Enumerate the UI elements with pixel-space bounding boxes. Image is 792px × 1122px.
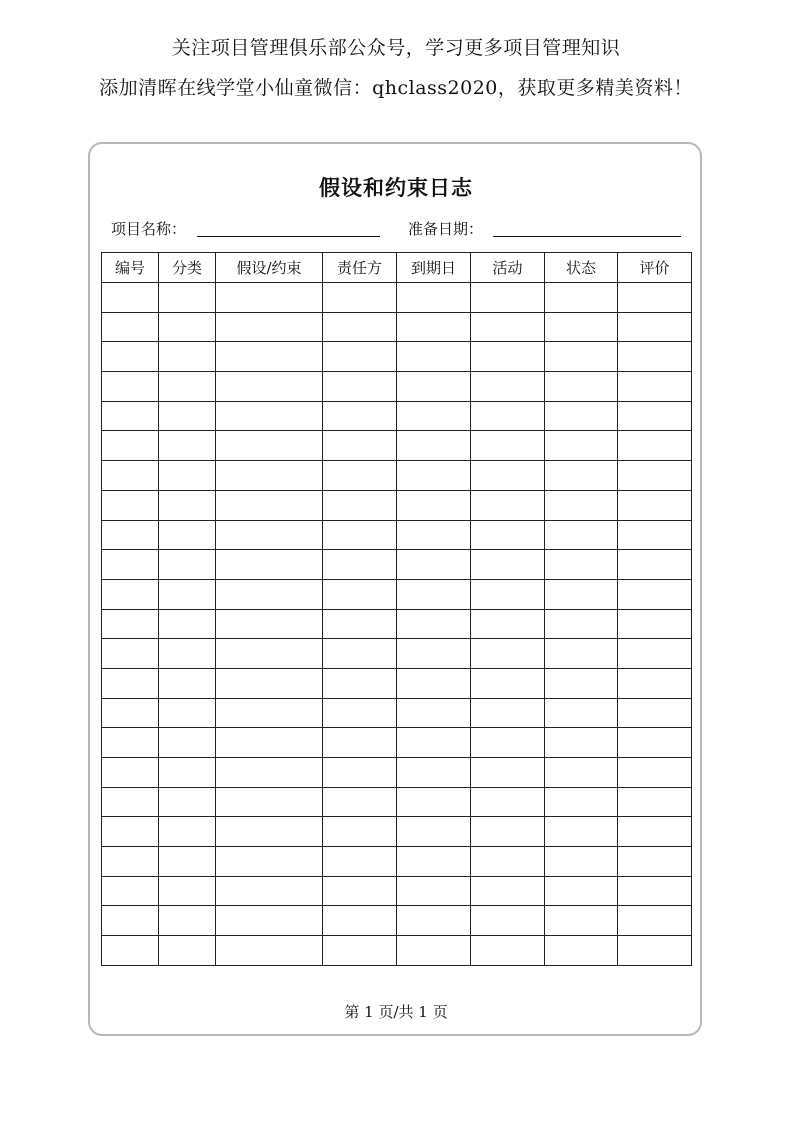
- table-cell[interactable]: [216, 609, 323, 639]
- table-row: [102, 372, 692, 402]
- table-cell[interactable]: [471, 461, 545, 491]
- project-name-label: 项目名称：: [111, 220, 187, 238]
- table-cell[interactable]: [323, 639, 397, 669]
- table-cell[interactable]: [545, 490, 618, 520]
- table-cell[interactable]: [323, 431, 397, 461]
- table-cell[interactable]: [323, 847, 397, 877]
- table-row: [102, 461, 692, 491]
- table-cell[interactable]: [545, 668, 618, 698]
- table-cell[interactable]: [159, 401, 216, 431]
- table-cell[interactable]: [545, 520, 618, 550]
- table-cell[interactable]: [397, 312, 471, 342]
- table-cell[interactable]: [471, 847, 545, 877]
- column-header: 到期日: [397, 253, 471, 283]
- table-cell[interactable]: [102, 817, 159, 847]
- table-cell[interactable]: [618, 876, 692, 906]
- table-cell[interactable]: [216, 520, 323, 550]
- table-cell[interactable]: [471, 639, 545, 669]
- table-cell[interactable]: [471, 936, 545, 966]
- table-cell[interactable]: [545, 876, 618, 906]
- table-cell[interactable]: [545, 639, 618, 669]
- table-cell[interactable]: [618, 609, 692, 639]
- table-cell[interactable]: [545, 283, 618, 313]
- table-row: [102, 520, 692, 550]
- table-row: [102, 787, 692, 817]
- table-row: [102, 431, 692, 461]
- table-cell[interactable]: [323, 936, 397, 966]
- table-cell[interactable]: [618, 817, 692, 847]
- project-name-field: [111, 218, 186, 239]
- table-cell[interactable]: [545, 372, 618, 402]
- table-cell[interactable]: [102, 579, 159, 609]
- column-header: 责任方: [323, 253, 397, 283]
- table-cell[interactable]: [102, 342, 159, 372]
- table-cell[interactable]: [159, 698, 216, 728]
- table-cell[interactable]: [159, 906, 216, 936]
- table-cell[interactable]: [397, 550, 471, 580]
- table-cell[interactable]: [323, 342, 397, 372]
- prep-date-input-line[interactable]: [493, 236, 681, 237]
- table-cell[interactable]: [323, 283, 397, 313]
- table-row: [102, 698, 692, 728]
- column-header: 分类: [159, 253, 216, 283]
- table-row: [102, 283, 692, 313]
- table-cell[interactable]: [102, 698, 159, 728]
- table-cell[interactable]: [545, 461, 618, 491]
- table-cell[interactable]: [323, 520, 397, 550]
- table-cell[interactable]: [323, 609, 397, 639]
- table-cell[interactable]: [159, 609, 216, 639]
- table-cell[interactable]: [618, 906, 692, 936]
- table-cell[interactable]: [471, 283, 545, 313]
- project-name-input-line[interactable]: [197, 236, 380, 237]
- table-cell[interactable]: [323, 372, 397, 402]
- table-cell[interactable]: [397, 787, 471, 817]
- table-cell[interactable]: [545, 579, 618, 609]
- table-cell[interactable]: [102, 906, 159, 936]
- table-cell[interactable]: [323, 758, 397, 788]
- table-cell[interactable]: [216, 847, 323, 877]
- table-cell[interactable]: [618, 579, 692, 609]
- table-cell[interactable]: [323, 906, 397, 936]
- table-cell[interactable]: [471, 609, 545, 639]
- table-row: [102, 758, 692, 788]
- table-cell[interactable]: [545, 758, 618, 788]
- table-header-row: [102, 253, 692, 283]
- table-cell[interactable]: [102, 728, 159, 758]
- table-cell[interactable]: [471, 787, 545, 817]
- table-cell[interactable]: [397, 906, 471, 936]
- table-cell[interactable]: [159, 283, 216, 313]
- table-cell[interactable]: [323, 490, 397, 520]
- table-cell[interactable]: [159, 639, 216, 669]
- column-header: 状态: [545, 253, 618, 283]
- table-cell[interactable]: [323, 787, 397, 817]
- table-cell[interactable]: [471, 372, 545, 402]
- table-cell[interactable]: [216, 906, 323, 936]
- table-cell[interactable]: [102, 431, 159, 461]
- table-cell[interactable]: [159, 936, 216, 966]
- table-cell[interactable]: [216, 639, 323, 669]
- table-row: [102, 401, 692, 431]
- table-cell[interactable]: [159, 520, 216, 550]
- table-cell[interactable]: [216, 936, 323, 966]
- table-cell[interactable]: [397, 401, 471, 431]
- table-cell[interactable]: [397, 520, 471, 550]
- table-cell[interactable]: [216, 698, 323, 728]
- table-cell[interactable]: [102, 401, 159, 431]
- table-row: [102, 550, 692, 580]
- table-cell[interactable]: [545, 817, 618, 847]
- table-cell[interactable]: [471, 401, 545, 431]
- table-cell[interactable]: [545, 401, 618, 431]
- table-cell[interactable]: [545, 342, 618, 372]
- column-header: 编号: [102, 253, 159, 283]
- table-cell[interactable]: [618, 490, 692, 520]
- table-cell[interactable]: [102, 461, 159, 491]
- table-cell[interactable]: [216, 431, 323, 461]
- table-cell[interactable]: [216, 490, 323, 520]
- table-cell[interactable]: [102, 668, 159, 698]
- table-cell[interactable]: [323, 728, 397, 758]
- table-row: [102, 609, 692, 639]
- table-cell[interactable]: [323, 876, 397, 906]
- table-cell[interactable]: [397, 639, 471, 669]
- table-row: [102, 728, 692, 758]
- table-row: [102, 490, 692, 520]
- table-cell[interactable]: [618, 936, 692, 966]
- table-cell[interactable]: [545, 312, 618, 342]
- column-header: 假设/约束: [216, 253, 323, 283]
- table-cell[interactable]: [397, 758, 471, 788]
- prep-date-label: 准备日期：: [408, 220, 484, 238]
- table-row: [102, 579, 692, 609]
- table-cell[interactable]: [216, 758, 323, 788]
- table-row: [102, 342, 692, 372]
- table-body: [102, 283, 692, 966]
- table-cell[interactable]: [397, 372, 471, 402]
- table-cell[interactable]: [159, 758, 216, 788]
- table-cell[interactable]: [397, 876, 471, 906]
- table-cell[interactable]: [471, 342, 545, 372]
- table-cell[interactable]: [102, 847, 159, 877]
- table-cell[interactable]: [471, 728, 545, 758]
- table-cell[interactable]: [471, 312, 545, 342]
- table-cell[interactable]: [159, 431, 216, 461]
- table-cell[interactable]: [471, 668, 545, 698]
- table-cell[interactable]: [159, 728, 216, 758]
- table-cell[interactable]: [471, 550, 545, 580]
- table-cell[interactable]: [618, 372, 692, 402]
- table-cell[interactable]: [397, 461, 471, 491]
- table-cell[interactable]: [545, 787, 618, 817]
- table-cell[interactable]: [545, 936, 618, 966]
- table-cell[interactable]: [159, 876, 216, 906]
- page-title: 假设和约束日志: [319, 176, 473, 200]
- table-cell[interactable]: [545, 698, 618, 728]
- table-cell[interactable]: [159, 342, 216, 372]
- table-cell[interactable]: [545, 550, 618, 580]
- table-cell[interactable]: [216, 372, 323, 402]
- table-cell[interactable]: [471, 817, 545, 847]
- column-header: 评价: [618, 253, 692, 283]
- table-cell[interactable]: [323, 461, 397, 491]
- promo-line-2: 添加清晖在线学堂小仙童微信：qhclass2020，获取更多精美资料！: [99, 77, 693, 99]
- table-cell[interactable]: [545, 431, 618, 461]
- table-cell[interactable]: [159, 847, 216, 877]
- table-cell[interactable]: [545, 847, 618, 877]
- table-cell[interactable]: [323, 817, 397, 847]
- table-row: [102, 639, 692, 669]
- table-cell[interactable]: [618, 698, 692, 728]
- table-cell[interactable]: [216, 728, 323, 758]
- table-cell[interactable]: [397, 668, 471, 698]
- table-cell[interactable]: [102, 639, 159, 669]
- table-cell[interactable]: [102, 876, 159, 906]
- table-cell[interactable]: [216, 461, 323, 491]
- table-cell[interactable]: [618, 401, 692, 431]
- table-cell[interactable]: [471, 520, 545, 550]
- table-cell[interactable]: [216, 342, 323, 372]
- table-cell[interactable]: [102, 312, 159, 342]
- table-cell[interactable]: [323, 312, 397, 342]
- table-cell[interactable]: [397, 847, 471, 877]
- table-cell[interactable]: [471, 431, 545, 461]
- promo-line-1: 关注项目管理俱乐部公众号，学习更多项目管理知识: [171, 37, 621, 59]
- table-cell[interactable]: [545, 906, 618, 936]
- table-cell[interactable]: [397, 342, 471, 372]
- table-cell[interactable]: [323, 698, 397, 728]
- table-cell[interactable]: [397, 579, 471, 609]
- table-row: [102, 876, 692, 906]
- table-cell[interactable]: [102, 758, 159, 788]
- table-cell[interactable]: [102, 609, 159, 639]
- column-header: 活动: [471, 253, 545, 283]
- table-cell[interactable]: [618, 283, 692, 313]
- table-cell[interactable]: [102, 490, 159, 520]
- table-cell[interactable]: [216, 817, 323, 847]
- table-cell[interactable]: [102, 550, 159, 580]
- table-row: [102, 936, 692, 966]
- table-cell[interactable]: [159, 312, 216, 342]
- table-cell[interactable]: [618, 758, 692, 788]
- table-cell[interactable]: [618, 550, 692, 580]
- table-cell[interactable]: [618, 787, 692, 817]
- table-cell[interactable]: [323, 668, 397, 698]
- table-cell[interactable]: [102, 372, 159, 402]
- table-cell[interactable]: [159, 461, 216, 491]
- table-cell[interactable]: [102, 283, 159, 313]
- page-number: 第 1 页/共 1 页: [344, 1003, 448, 1021]
- table-cell[interactable]: [102, 787, 159, 817]
- table-cell[interactable]: [323, 401, 397, 431]
- table-cell[interactable]: [159, 490, 216, 520]
- table-cell[interactable]: [618, 668, 692, 698]
- table-row: [102, 817, 692, 847]
- table-cell[interactable]: [159, 817, 216, 847]
- table-cell[interactable]: [471, 579, 545, 609]
- table-cell[interactable]: [159, 668, 216, 698]
- table-cell[interactable]: [397, 490, 471, 520]
- table-row: [102, 668, 692, 698]
- table-cell[interactable]: [397, 431, 471, 461]
- table-cell[interactable]: [102, 936, 159, 966]
- table-cell[interactable]: [159, 787, 216, 817]
- table-cell[interactable]: [397, 728, 471, 758]
- table-cell[interactable]: [216, 283, 323, 313]
- table-cell[interactable]: [397, 283, 471, 313]
- table-cell[interactable]: [545, 609, 618, 639]
- table-cell[interactable]: [397, 698, 471, 728]
- assumption-constraint-table: [101, 252, 692, 966]
- table-cell[interactable]: [618, 520, 692, 550]
- table-cell[interactable]: [471, 906, 545, 936]
- table-cell[interactable]: [216, 787, 323, 817]
- table-cell[interactable]: [618, 461, 692, 491]
- table-cell[interactable]: [323, 579, 397, 609]
- table-cell[interactable]: [216, 312, 323, 342]
- table-cell[interactable]: [471, 698, 545, 728]
- table-cell[interactable]: [159, 579, 216, 609]
- table-cell[interactable]: [471, 490, 545, 520]
- table-cell[interactable]: [397, 817, 471, 847]
- table-cell[interactable]: [216, 876, 323, 906]
- table-cell[interactable]: [159, 550, 216, 580]
- table-cell[interactable]: [397, 936, 471, 966]
- table-row: [102, 847, 692, 877]
- table-cell[interactable]: [216, 401, 323, 431]
- table-cell[interactable]: [618, 728, 692, 758]
- table-cell[interactable]: [397, 609, 471, 639]
- table-cell[interactable]: [618, 639, 692, 669]
- table-cell[interactable]: [471, 876, 545, 906]
- table-cell[interactable]: [618, 342, 692, 372]
- prep-date-field: [408, 218, 483, 239]
- table-cell[interactable]: [323, 550, 397, 580]
- table-row: [102, 906, 692, 936]
- table-cell[interactable]: [216, 579, 323, 609]
- table-cell[interactable]: [618, 431, 692, 461]
- table-cell[interactable]: [216, 668, 323, 698]
- table-cell[interactable]: [216, 550, 323, 580]
- table-cell[interactable]: [618, 312, 692, 342]
- table-cell[interactable]: [102, 520, 159, 550]
- table-cell[interactable]: [471, 758, 545, 788]
- table-cell[interactable]: [545, 728, 618, 758]
- table-cell[interactable]: [159, 372, 216, 402]
- table-cell[interactable]: [618, 847, 692, 877]
- table-row: [102, 312, 692, 342]
